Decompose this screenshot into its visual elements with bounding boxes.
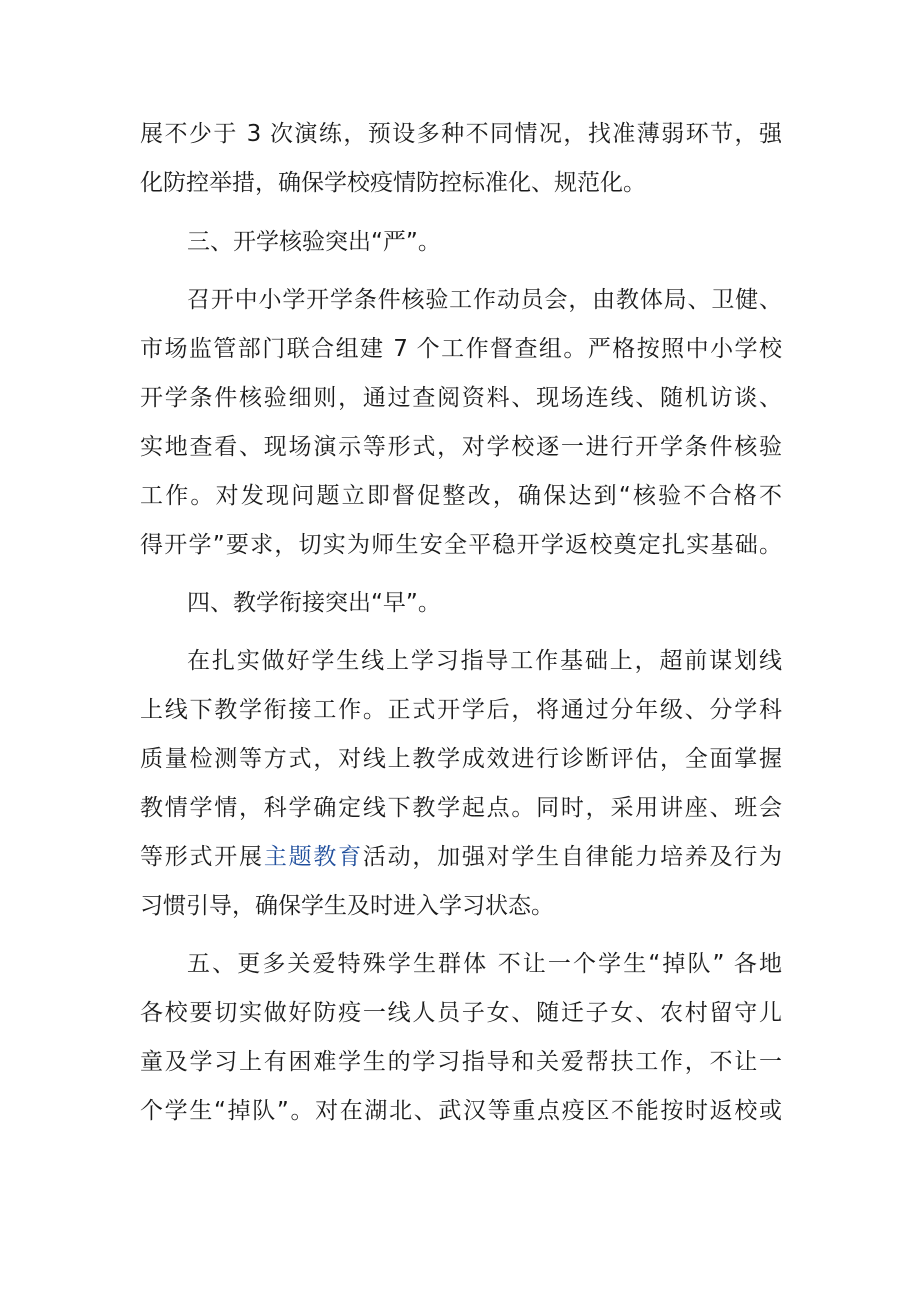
text-line: 工作。对发现问题立即督促整改，确保达到“核验不合格不	[140, 483, 782, 509]
text-line-with-link	[140, 837, 782, 877]
text-line: 在扎实做好学生线上学习指导工作基础上，超前谋划线	[187, 648, 782, 674]
text-line: 化防控举措，确保学校疫情防控标准化、规范化。	[140, 170, 646, 196]
topic-education-link[interactable]: 主题教育	[263, 844, 363, 870]
section-heading: 五、更多关爱特殊学生群体 不让一个学生“掉队” 各地	[187, 951, 782, 977]
text-line: 童及学习上有困难学生的学习指导和关爱帮扶工作，不让一	[140, 1049, 782, 1075]
text-line: 开学条件核验细则，通过查阅资料、现场连线、随机访谈、	[140, 385, 782, 411]
text-segment: 活动，加强对学生自律能力培养及行为	[362, 844, 782, 870]
text-line: 习惯引导，确保学生及时进入学习状态。	[140, 893, 554, 919]
text-line: 实地查看、现场演示等形式，对学校逐一进行开学条件核验	[140, 434, 782, 460]
text-line: 个学生“掉队”。对在湖北、武汉等重点疫区不能按时返校或	[140, 1098, 782, 1124]
section-heading: 三、开学核验突出“严”。	[187, 229, 441, 255]
section-heading: 四、教学衔接突出“早”。	[187, 590, 441, 616]
text-line: 市场监管部门联合组建 7 个工作督查组。严格按照中小学校	[140, 336, 782, 362]
text-segment: 等形式开展	[140, 844, 264, 870]
text-line: 各校要切实做好防疫一线人员子女、随迁子女、农村留守儿	[140, 1000, 782, 1026]
text-line: 得开学”要求，切实为师生安全平稳开学返校奠定扎实基础。	[140, 532, 782, 558]
text-line: 上线下教学衔接工作。正式开学后，将通过分年级、分学科	[140, 697, 782, 723]
text-line: 展不少于 3 次演练，预设多种不同情况，找准薄弱环节，强	[140, 121, 782, 147]
text-line: 教情学情，科学确定线下教学起点。同时，采用讲座、班会	[140, 795, 782, 821]
text-line: 召开中小学开学条件核验工作动员会，由教体局、卫健、	[187, 287, 782, 313]
text-line: 质量检测等方式，对线上教学成效进行诊断评估，全面掌握	[140, 746, 782, 772]
